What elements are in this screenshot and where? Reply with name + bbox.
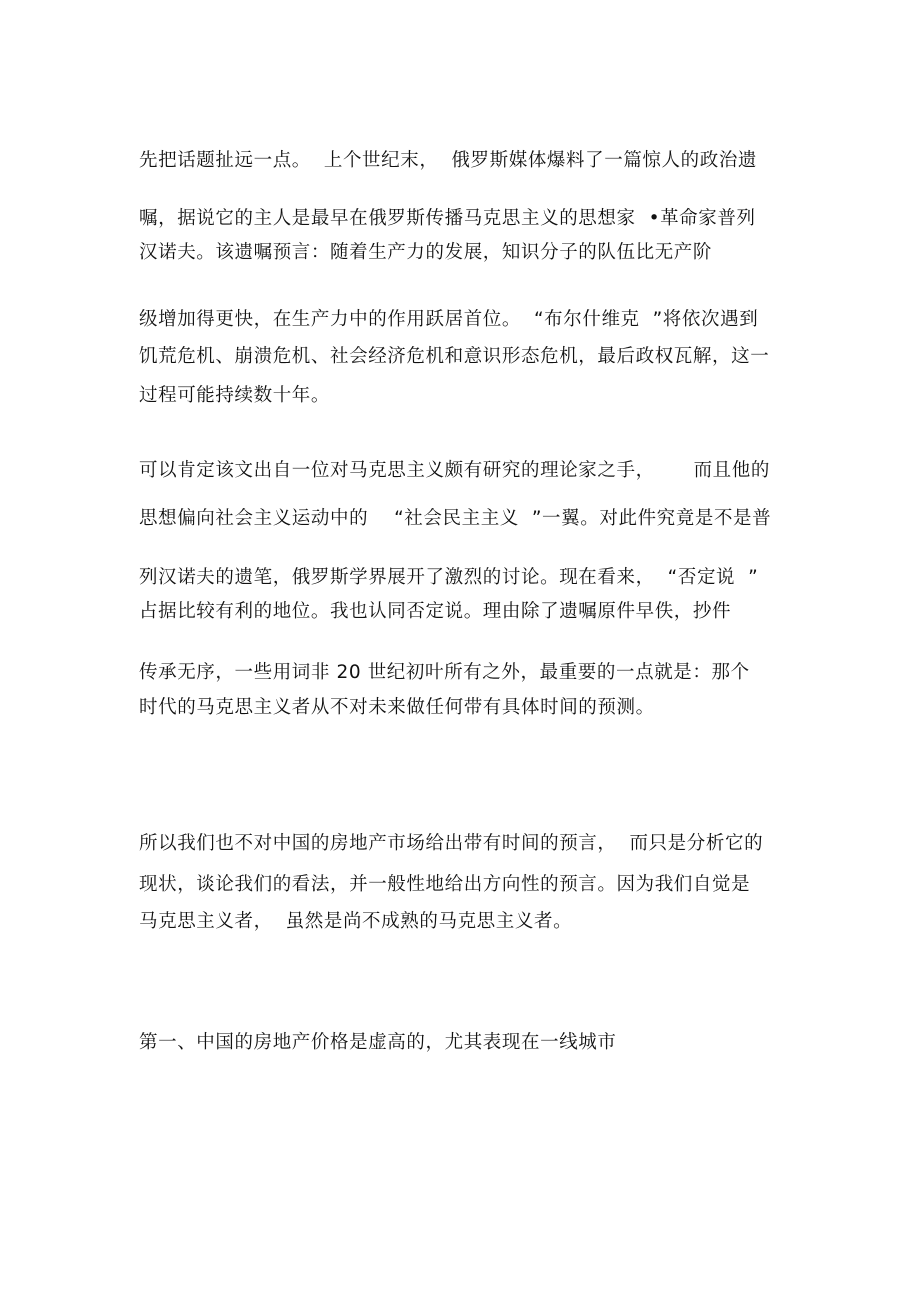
paragraph-3-line-2: 现状，谈论我们的看法，并一般性地给出方向性的预言。因为我们自觉是 <box>139 874 751 895</box>
paragraph-2-line-5: 传承无序，一些用词非 20 世纪初叶所有之外，最重要的一点就是：那个 <box>139 662 750 683</box>
paragraph-3-line-1: 所以我们也不对中国的房地产市场给出带有时间的预言， 而只是分析它的 <box>139 833 764 854</box>
paragraph-2-line-6: 时代的马克思主义者从不对未来做任何带有具体时间的预测。 <box>139 697 655 718</box>
paragraph-2-line-4: 占据比较有利的地位。我也认同否定说。理由除了遗嘱原件早佚，抄件 <box>139 601 732 622</box>
paragraph-2-line-2: 思想偏向社会主义运动中的 “社会民主主义 ”一翼。对此件究竟是不是普 <box>139 508 772 529</box>
paragraph-1-line-2: 嘱，据说它的主人是最早在俄罗斯传播马克思主义的思想家 •革命家普列 <box>139 208 756 229</box>
paragraph-1-line-3: 汉诺夫。该遗嘱预言：随着生产力的发展，知识分子的队伍比无产阶 <box>139 242 713 263</box>
paragraph-1-line-5: 饥荒危机、崩溃危机、社会经济危机和意识形态危机，最后政权瓦解，这一 <box>139 346 770 367</box>
paragraph-1-line-4: 级增加得更快，在生产力中的作用跃居首位。 “布尔什维克 ”将依次遇到 <box>139 309 759 330</box>
paragraph-1-line-6: 过程可能持续数十年。 <box>139 385 331 406</box>
section-heading-1: 第一、中国的房地产价格是虚高的，尤其表现在一线城市 <box>139 1032 617 1053</box>
paragraph-3-line-3: 马克思主义者， 虽然是尚不成熟的马克思主义者。 <box>139 911 573 932</box>
paragraph-2-line-3: 列汉诺夫的遗笔，俄罗斯学界展开了激烈的讨论。现在看来， “否定说 ” <box>139 567 759 588</box>
paragraph-2-line-1: 可以肯定该文出自一位对马克思主义颇有研究的理论家之手， 而且他的 <box>139 460 770 481</box>
paragraph-1-line-1: 先把话题扯远一点。 上个世纪末， 俄罗斯媒体爆料了一篇惊人的政治遗 <box>139 150 758 171</box>
